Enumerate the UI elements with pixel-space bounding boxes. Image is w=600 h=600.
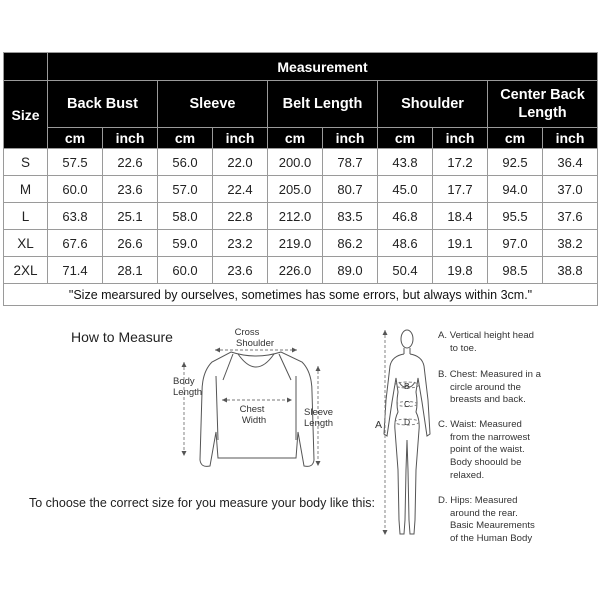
measurement-cell: 60.0 (48, 176, 103, 203)
sleeve-length-label: Sleeve (304, 407, 334, 418)
size-column-header: Size (4, 81, 48, 149)
size-note: "Size mearsured by ourselves, sometimes has some errors, but always within 3cm." (4, 284, 598, 306)
column-header-center-back-length: Center Back Length (488, 81, 598, 128)
measurement-cell: 92.5 (488, 149, 543, 176)
measurement-cell: 22.0 (213, 149, 268, 176)
size-cell: S (4, 149, 48, 176)
mark-a: A (375, 419, 383, 431)
legend-line: circle around the (450, 381, 521, 393)
measurement-cell: 71.4 (48, 257, 103, 284)
measurement-cell: 83.5 (323, 203, 378, 230)
chest-width-label: Chest (239, 404, 265, 415)
unit-header: cm (488, 128, 543, 149)
body-figure-head-icon (401, 330, 413, 348)
unit-header: inch (323, 128, 378, 149)
measurement-cell: 57.5 (48, 149, 103, 176)
size-cell: 2XL (4, 257, 48, 284)
measurement-cell: 38.8 (543, 257, 598, 284)
column-header-belt-length: Belt Length (268, 81, 378, 128)
measurement-cell: 97.0 (488, 230, 543, 257)
measurement-cell: 205.0 (268, 176, 323, 203)
size-cell: M (4, 176, 48, 203)
measurement-cell: 19.1 (433, 230, 488, 257)
measurement-cell: 98.5 (488, 257, 543, 284)
unit-header: inch (433, 128, 488, 149)
measurement-cell: 89.0 (323, 257, 378, 284)
measurement-cell: 37.6 (543, 203, 598, 230)
measurement-header: Measurement (48, 53, 598, 81)
measurement-cell: 46.8 (378, 203, 433, 230)
mark-b: B (404, 381, 410, 391)
measurement-cell: 200.0 (268, 149, 323, 176)
body-length-label: Body (173, 376, 195, 387)
measurement-cell: 50.4 (378, 257, 433, 284)
legend-chest (438, 369, 598, 407)
measurement-cell: 45.0 (378, 176, 433, 203)
unit-header: cm (378, 128, 433, 149)
measurement-cell: 22.4 (213, 176, 268, 203)
legend-waist (438, 419, 598, 483)
how-to-measure-title: How to Measure (71, 329, 173, 345)
cross-shoulder-label: Cross (234, 327, 260, 338)
measurement-cell: 94.0 (488, 176, 543, 203)
mark-d: D (404, 417, 411, 427)
measurement-cell: 23.6 (213, 257, 268, 284)
legend-line: breasts and back. (450, 394, 526, 406)
measurement-cell: 78.7 (323, 149, 378, 176)
measurement-cell: 17.2 (433, 149, 488, 176)
column-header-sleeve: Sleeve (158, 81, 268, 128)
unit-header: inch (103, 128, 158, 149)
measurement-cell: 18.4 (433, 203, 488, 230)
measurement-cell: 17.7 (433, 176, 488, 203)
measurement-cell: 56.0 (158, 149, 213, 176)
measurement-cell: 226.0 (268, 257, 323, 284)
legend-line: point of the waist. (450, 444, 525, 456)
unit-header: cm (158, 128, 213, 149)
legend-line: C. Waist: Measured (438, 419, 522, 430)
measurement-cell: 28.1 (103, 257, 158, 284)
measurement-cell: 80.7 (323, 176, 378, 203)
mark-c: C (404, 399, 411, 409)
legend-line: B. Chest: Measured in a (438, 369, 541, 380)
unit-header: cm (48, 128, 103, 149)
measurement-cell: 63.8 (48, 203, 103, 230)
column-header-back-bust: Back Bust (48, 81, 158, 128)
legend-line: relaxed. (450, 469, 485, 481)
legend-line: Body shoould be (450, 457, 522, 469)
measurement-cell: 58.0 (158, 203, 213, 230)
legend-line: around the rear. (450, 507, 518, 519)
legend-line: D. Hips: Measured (438, 495, 518, 506)
sleeve-length-label: Length (304, 418, 334, 429)
measurement-cell: 67.6 (48, 230, 103, 257)
measurement-cell: 48.6 (378, 230, 433, 257)
measurement-cell: 37.0 (543, 176, 598, 203)
legend-line: Basic Meaurements (450, 520, 535, 532)
legend-line: A. Vertical height head (438, 330, 535, 341)
column-header-shoulder: Shoulder (378, 81, 488, 128)
legend-line: from the narrowest (450, 431, 530, 443)
measurement-cell: 19.8 (433, 257, 488, 284)
measurement-cell: 25.1 (103, 203, 158, 230)
size-cell: L (4, 203, 48, 230)
measurement-cell: 95.5 (488, 203, 543, 230)
measurement-cell: 43.8 (378, 149, 433, 176)
guide-caption: To choose the correct size for you measure your body like this: (29, 496, 375, 510)
measurement-cell: 23.2 (213, 230, 268, 257)
measurement-cell: 38.2 (543, 230, 598, 257)
body-length-label: Length (173, 387, 203, 398)
legend-line: to toe. (450, 342, 477, 354)
legend-vertical-height (438, 330, 598, 355)
measurement-cell: 22.6 (103, 149, 158, 176)
cross-shoulder-label: Shoulder (235, 338, 275, 349)
measurement-cell: 212.0 (268, 203, 323, 230)
unit-header: inch (213, 128, 268, 149)
measurement-cell: 36.4 (543, 149, 598, 176)
measurement-cell: 57.0 (158, 176, 213, 203)
unit-header: cm (268, 128, 323, 149)
legend-hips (438, 495, 598, 546)
legend-line: of the Human Body (450, 533, 533, 545)
measurement-cell: 59.0 (158, 230, 213, 257)
measurement-cell: 219.0 (268, 230, 323, 257)
measurement-cell: 60.0 (158, 257, 213, 284)
size-cell: XL (4, 230, 48, 257)
chest-width-label: Width (241, 415, 267, 426)
unit-header: inch (543, 128, 598, 149)
measurement-cell: 26.6 (103, 230, 158, 257)
measurement-cell: 86.2 (323, 230, 378, 257)
measurement-cell: 23.6 (103, 176, 158, 203)
measurement-cell: 22.8 (213, 203, 268, 230)
